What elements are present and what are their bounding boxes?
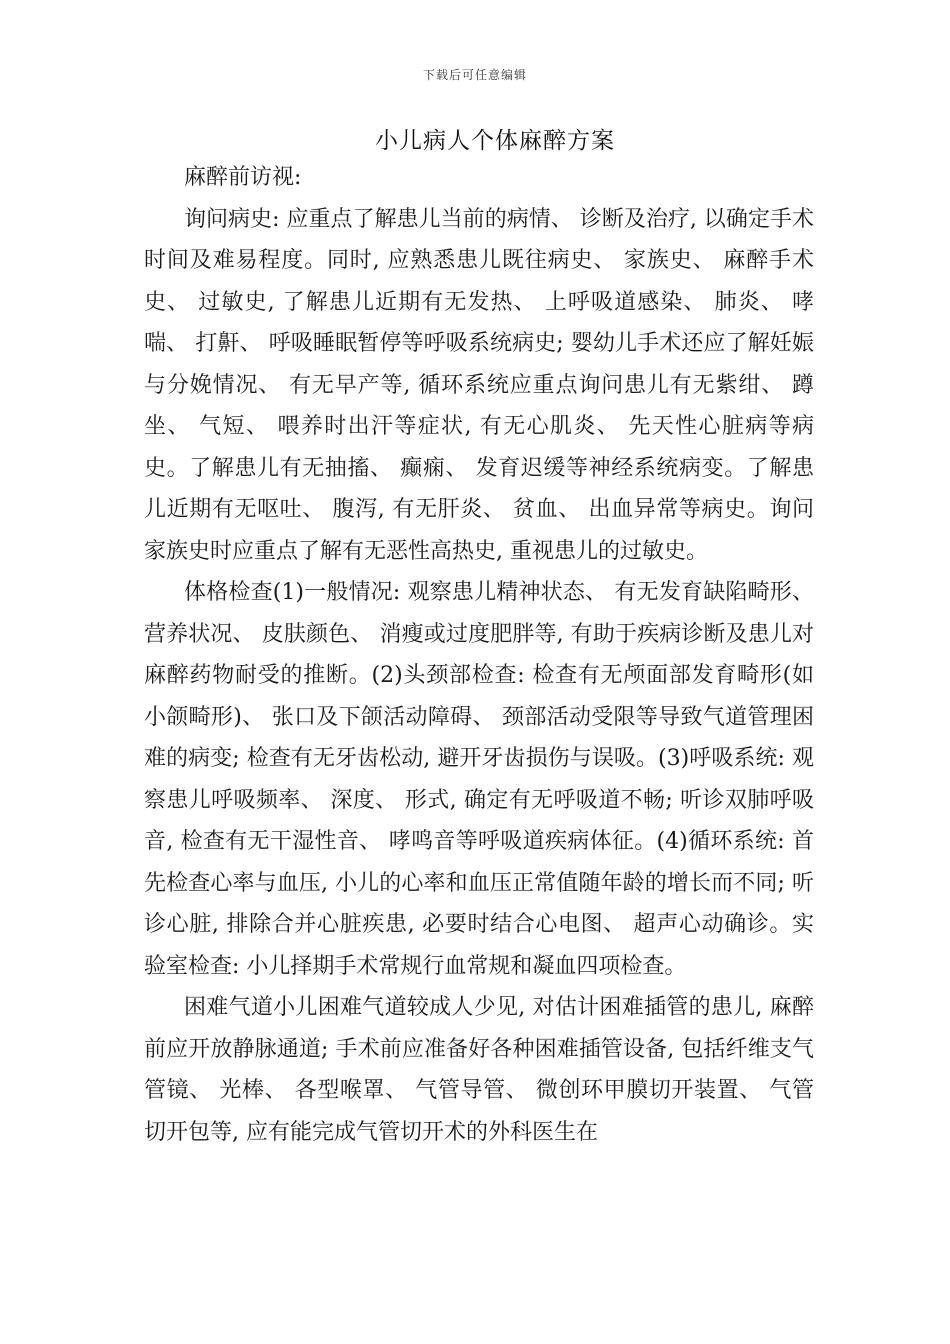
paragraph-physical-exam: 体格检查(1)一般情况: 观察患儿精神状态、 有无发育缺陷畸形、 营养状况、 皮肤颜色、 消瘦或过度肥胖等, 有助于疾病诊断及患儿对麻醉药物耐受的推断。(2)头颈部检查: 检查有无颅面部发育畸形(如小颌畸形)、 张口及下颌活动障碍、 颈部活动受限等导致气道管理困难的病变; 检查有无牙齿松动, 避开牙齿损伤与误吸。(3)呼吸系统: 观察患儿呼吸频率、 深度、 形式, 确定有无呼吸道不畅; 听诊双肺呼吸音, 检查有无干湿性音、 哮鸣音等呼吸道疾病体征。(4)循环系统: 首先检查心率与血压, 小儿的心率和血压正常值随年龄的增长而不同; 听诊心脏, 排除合并心脏疾患, 必要时结合心电图、 超声心动确诊。实验室检查: 小儿择期手术常规行血常规和凝血四项检查。	[144, 580, 814, 979]
document-title: 小儿病人个体麻醉方案	[375, 128, 615, 154]
paragraph-difficult-airway: 困难气道小儿困难气道较成人少见, 对估计困难插管的患儿, 麻醉前应开放静脉通道; 手术前应准备好各种困难插管设备, 包括纤维支气管镜、 光棒、 各型喉罩、 气管导管、 微创环甲膜切开装置、 气管切开包等, 应有能完成气管切开术的外科医生在	[144, 995, 814, 1145]
section-heading-preanesthesia-visit: 麻醉前访视:	[184, 165, 302, 190]
paragraph-medical-history: 询问病史: 应重点了解患儿当前的病情、 诊断及治疗, 以确定手术时间及难易程度。同时, 应熟悉患儿既往病史、 家族史、 麻醉手术史、 过敏史, 了解患儿近期有无发热、 上呼吸道感染、 肺炎、 哮喘、 打鼾、 呼吸睡眠暂停等呼吸系统病史; 婴幼儿手术还应了解妊娠与分娩情况、 有无早产等, 循环系统应重点询问患儿有无紫绀、 蹲坐、 气短、 喂养时出汗等症状, 有无心肌炎、 先天性心脏病等病史。了解患儿有无抽搐、 癫痫、 发育迟缓等神经系统病变。了解患儿近期有无呕吐、 腹泻, 有无肝炎、 贫血、 出血异常等病史。询问家族史时应重点了解有无恶性高热史, 重视患儿的过敏史。	[144, 206, 814, 564]
document-body	[144, 157, 814, 1153]
header-note: 下载后可任意编辑	[422, 68, 527, 82]
